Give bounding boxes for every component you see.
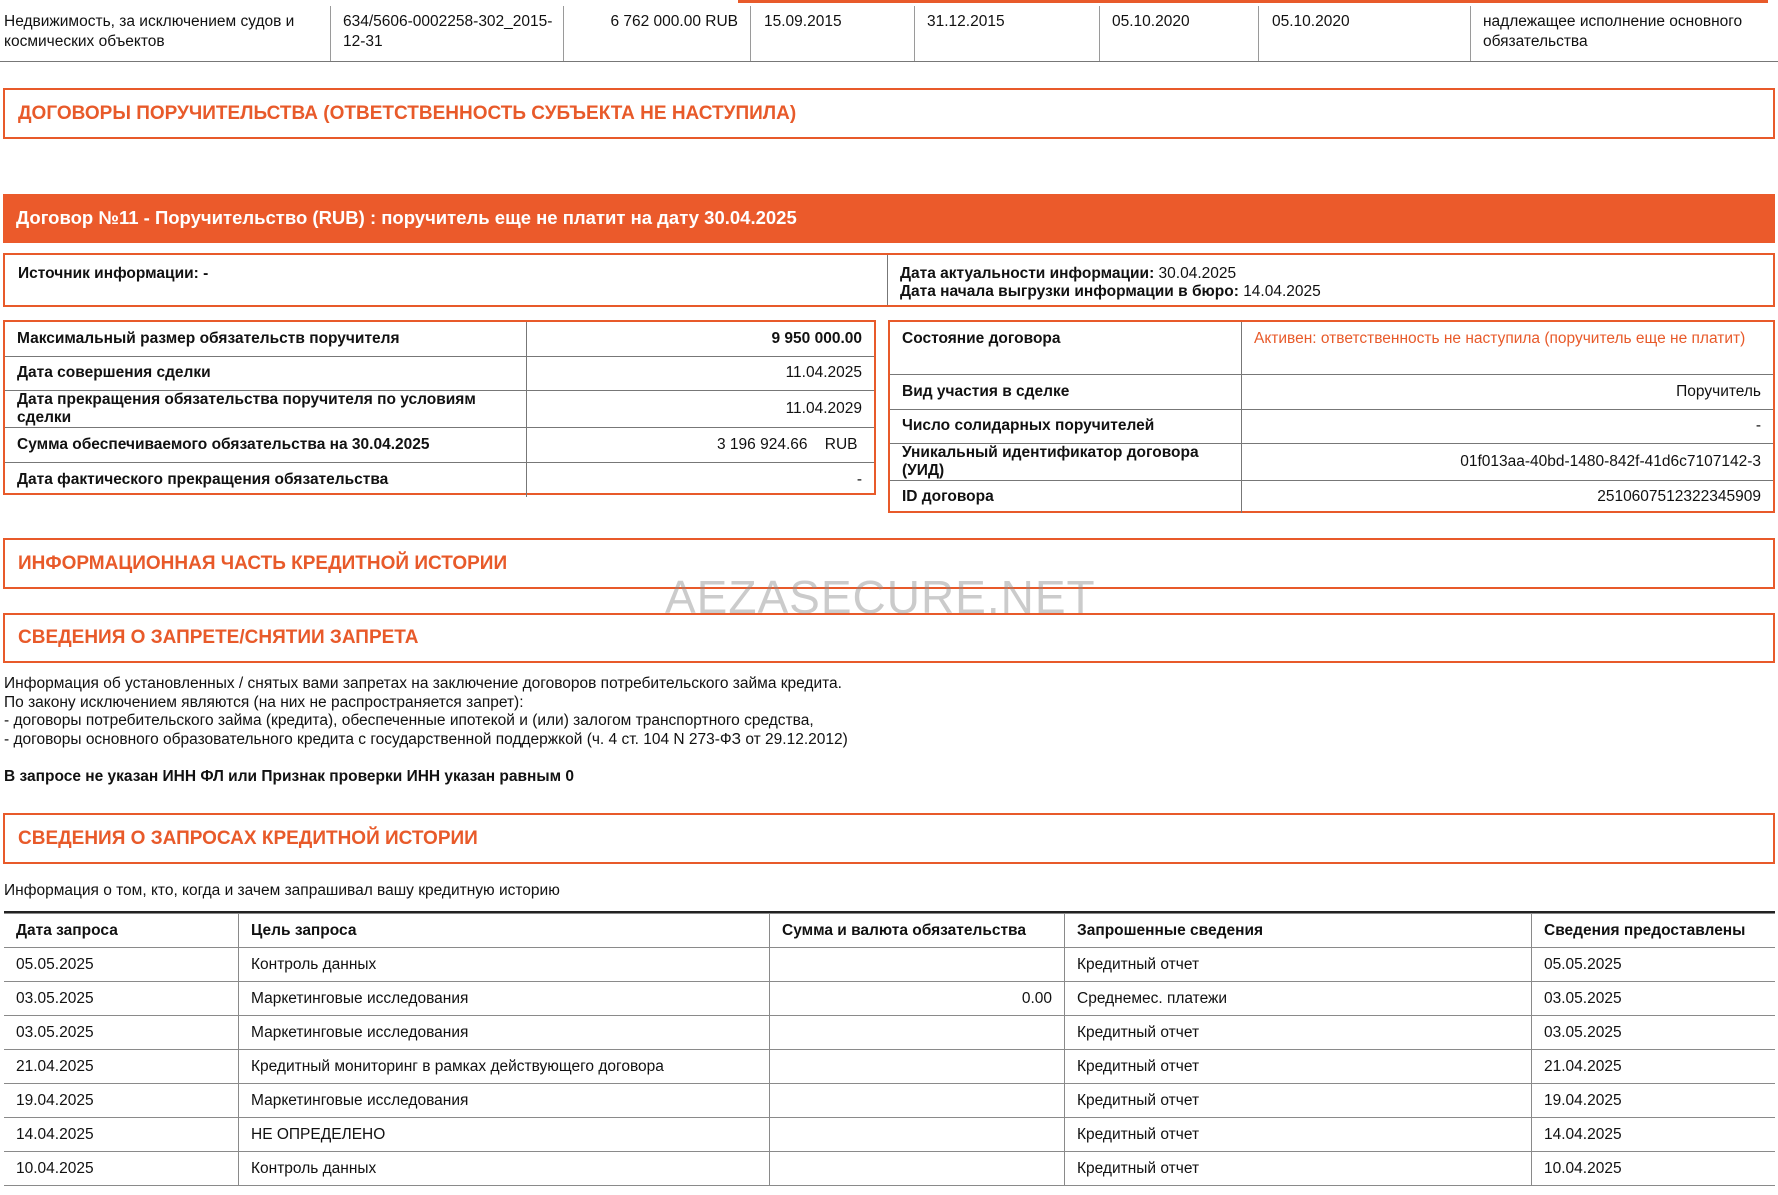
request-date: 21.04.2025 <box>4 1050 239 1084</box>
contract-header-bar <box>3 194 1775 243</box>
table-row <box>4 982 1775 1016</box>
kv-value: 9 950 000.00 <box>527 322 875 356</box>
request-amount <box>770 948 1065 982</box>
collateral-date-1: 15.09.2015 <box>764 13 842 30</box>
collateral-row <box>0 0 1778 63</box>
request-amount <box>770 1016 1065 1050</box>
kv-value: 11.04.2025 <box>527 356 875 390</box>
request-date: 19.04.2025 <box>4 1084 239 1118</box>
section-info-title: ИНФОРМАЦИОННАЯ ЧАСТЬ КРЕДИТНОЙ ИСТОРИИ <box>18 553 508 574</box>
request-date: 05.05.2025 <box>4 948 239 982</box>
request-requested: Кредитный отчет <box>1065 948 1532 982</box>
collateral-date-3: 05.10.2020 <box>1112 13 1190 30</box>
section-guarantees-title: ДОГОВОРЫ ПОРУЧИТЕЛЬСТВА (ОТВЕТСТВЕННОСТЬ СУБЪЕКТА НЕ НАСТУПИЛА) <box>18 103 797 124</box>
collateral-amount: 6 762 000.00 RUB <box>610 13 738 30</box>
section-ban-title: СВЕДЕНИЯ О ЗАПРЕТЕ/СНЯТИИ ЗАПРЕТА <box>18 627 419 648</box>
kv-label: ID договора <box>890 480 1242 513</box>
request-amount <box>770 1050 1065 1084</box>
request-amount <box>770 1084 1065 1118</box>
table-row <box>4 948 1775 982</box>
request-provided: 21.04.2025 <box>1532 1050 1776 1084</box>
ban-line: Информация об установленных / снятых вами запретах на заключение договоров потребительского займа кредита. <box>4 675 842 692</box>
ban-line: - договоры основного образовательного кредита с государственной поддержкой (ч. 4 ст. 104 N 273-ФЗ от 29.12.2012) <box>4 730 848 748</box>
kv-value: - <box>1242 409 1774 443</box>
request-purpose: Контроль данных <box>239 1152 770 1186</box>
table-row <box>4 1016 1775 1050</box>
request-purpose: Маркетинговые исследования <box>239 1084 770 1118</box>
request-requested: Кредитный отчет <box>1065 1152 1532 1186</box>
contract-status: Активен: ответственность не наступила (поручитель еще не платит) <box>1242 322 1774 374</box>
requests-table <box>4 911 1775 1186</box>
kv-value <box>527 427 875 462</box>
kv-label: Уникальный идентификатор договора (УИД) <box>890 443 1242 480</box>
table-header-row <box>4 914 1775 948</box>
actuality-value: 30.04.2025 <box>1158 265 1237 282</box>
actuality-info <box>900 265 1321 301</box>
ban-notice: В запросе не указан ИНН ФЛ или Признак проверки ИНН указан равным 0 <box>4 768 575 785</box>
kv-label: Дата фактического прекращения обязательства <box>5 462 527 497</box>
secured-currency: RUB <box>824 435 858 453</box>
request-purpose: НЕ ОПРЕДЕЛЕНО <box>239 1118 770 1152</box>
request-provided: 05.05.2025 <box>1532 948 1776 982</box>
table-row <box>4 1118 1775 1152</box>
kv-label: Состояние договора <box>890 322 1242 374</box>
request-requested: Среднемес. платежи <box>1065 982 1532 1016</box>
request-requested: Кредитный отчет <box>1065 1118 1532 1152</box>
section-requests-title: СВЕДЕНИЯ О ЗАПРОСАХ КРЕДИТНОЙ ИСТОРИИ <box>18 828 478 849</box>
section-requests <box>3 813 1775 864</box>
request-amount <box>770 1118 1065 1152</box>
request-date: 03.05.2025 <box>4 982 239 1016</box>
request-provided: 03.05.2025 <box>1532 982 1776 1016</box>
request-amount: 0.00 <box>770 982 1065 1016</box>
upload-value: 14.04.2025 <box>1243 283 1321 300</box>
actuality-label: Дата актуальности информации: <box>900 265 1155 282</box>
source-info-box <box>3 253 1775 307</box>
watermark: AEZASECURE.NET <box>665 571 1096 623</box>
col-header-requested: Запрошенные сведения <box>1065 914 1532 948</box>
request-purpose: Маркетинговые исследования <box>239 1016 770 1050</box>
kv-value: 11.04.2029 <box>527 390 875 427</box>
request-purpose: Контроль данных <box>239 948 770 982</box>
kv-value: 2510607512322345909 <box>1242 480 1774 513</box>
request-provided: 10.04.2025 <box>1532 1152 1776 1186</box>
kv-value: - <box>527 462 875 497</box>
request-provided: 19.04.2025 <box>1532 1084 1776 1118</box>
request-provided: 14.04.2025 <box>1532 1118 1776 1152</box>
request-date: 03.05.2025 <box>4 1016 239 1050</box>
secured-amount: 3 196 924.66 <box>717 435 808 453</box>
upload-label: Дата начала выгрузки информации в бюро: <box>900 283 1239 300</box>
kv-label: Сумма обеспечиваемого обязательства на 30.04.2025 <box>5 427 527 462</box>
source-label: Источник информации: <box>18 265 199 282</box>
kv-label: Вид участия в сделке <box>890 374 1242 409</box>
kv-label: Дата совершения сделки <box>5 356 527 390</box>
kv-label: Максимальный размер обязательств поручителя <box>5 322 527 356</box>
contract-details-left <box>3 320 876 495</box>
contract-details-right <box>888 320 1775 513</box>
request-amount <box>770 1152 1065 1186</box>
request-requested: Кредитный отчет <box>1065 1084 1532 1118</box>
table-row <box>4 1084 1775 1118</box>
requests-intro: Информация о том, кто, когда и зачем запрашивал вашу кредитную историю <box>4 882 560 899</box>
collateral-purpose: надлежащее исполнение основного обязательства <box>1483 13 1743 50</box>
request-date: 14.04.2025 <box>4 1118 239 1152</box>
contract-title: Договор №11 - Поручительство (RUB) : поручитель еще не платит на дату 30.04.2025 <box>16 207 797 228</box>
table-row <box>4 1152 1775 1186</box>
contract-number: 634/5606-0002258-302_2015-12-31 <box>343 13 553 50</box>
request-purpose: Маркетинговые исследования <box>239 982 770 1016</box>
property-type: Недвижимость, за исключением судов и космических объектов <box>4 13 295 50</box>
request-purpose: Кредитный мониторинг в рамках действующего договора <box>239 1050 770 1084</box>
col-header-date: Дата запроса <box>4 914 239 948</box>
table-row <box>4 1050 1775 1084</box>
ban-description <box>4 675 848 749</box>
source-info <box>18 265 208 283</box>
ban-line: По закону исключением являются (на них не распространяется запрет): <box>4 693 524 711</box>
collateral-date-2: 31.12.2015 <box>927 13 1005 30</box>
request-date: 10.04.2025 <box>4 1152 239 1186</box>
kv-value: Поручитель <box>1242 374 1774 409</box>
col-header-purpose: Цель запроса <box>239 914 770 948</box>
collateral-date-4: 05.10.2020 <box>1272 13 1350 30</box>
kv-value: 01f013aa-40bd-1480-842f-41d6c7107142-3 <box>1242 443 1774 480</box>
kv-label: Число солидарных поручителей <box>890 409 1242 443</box>
col-header-provided: Сведения предоставлены <box>1532 914 1776 948</box>
request-requested: Кредитный отчет <box>1065 1050 1532 1084</box>
source-value: - <box>203 265 209 282</box>
ban-line: - договоры потребительского займа (кредита), обеспеченные ипотекой и (или) залогом транспортного средства, <box>4 712 814 729</box>
kv-label: Дата прекращения обязательства поручителя по условиям сделки <box>5 390 527 427</box>
request-provided: 03.05.2025 <box>1532 1016 1776 1050</box>
col-header-amount: Сумма и валюта обязательства <box>770 914 1065 948</box>
request-requested: Кредитный отчет <box>1065 1016 1532 1050</box>
section-guarantees <box>3 88 1775 139</box>
